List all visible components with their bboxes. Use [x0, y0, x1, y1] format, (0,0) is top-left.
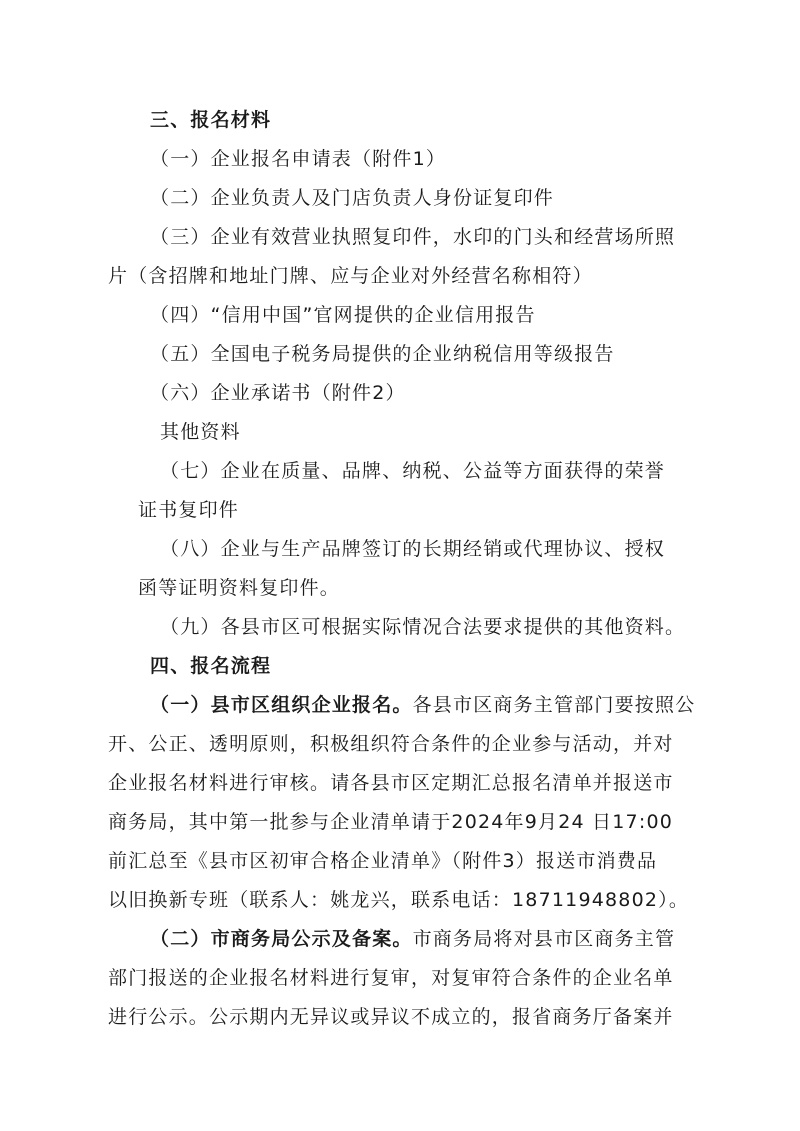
process-para-1-line4: 商务局，其中第一批参与企业清单请于2024年9月24 日17:00 [108, 811, 674, 833]
process-para-1-lead: （一）县市区组织企业报名。 [150, 694, 413, 716]
other-materials-label: 其他资料 [160, 421, 241, 443]
process-para-1-first-rest: 各县市区商务主管部门要按照公 [412, 694, 696, 716]
process-para-1-line6: 以旧换新专班（联系人：姚龙兴，联系电话：18711948802）。 [108, 889, 690, 911]
process-para-2-line2: 部门报送的企业报名材料进行复审，对复审符合条件的企业名单 [108, 967, 674, 989]
material-item-6: （六）企业承诺书（附件2） [150, 382, 406, 404]
process-para-2-first-rest: 市商务局将对县市区商务主管 [412, 928, 676, 950]
process-para-1-line5: 前汇总至《县市区初审合格企业清单》（附件3）报送市消费品 [108, 850, 658, 872]
process-para-1-line2: 开、公正、透明原则，积极组织符合条件的企业参与活动，并对 [108, 733, 674, 755]
section-heading-materials: 三、报名材料 [150, 109, 272, 131]
process-para-1-first-line [150, 693, 695, 717]
material-item-8-line2: 函等证明资料复印件。 [138, 577, 341, 599]
process-para-2-lead: （二）市商务局公示及备案。 [150, 928, 413, 950]
material-item-7-line1: （七）企业在质量、品牌、纳税、公益等方面获得的荣誉 [160, 460, 666, 482]
section-heading-process: 四、报名流程 [150, 655, 272, 677]
process-para-2-line3: 进行公示。公示期内无异议或异议不成立的，报省商务厅备案并 [108, 1006, 674, 1028]
material-item-9: （九）各县市区可根据实际情况合法要求提供的其他资料。 [160, 616, 686, 638]
material-item-4: （四）“信用中国”官网提供的企业信用报告 [150, 304, 536, 326]
material-item-3-line1: （三）企业有效营业执照复印件，水印的门头和经营场所照 [150, 226, 676, 248]
process-para-2-first-line [150, 927, 675, 951]
material-item-2: （二）企业负责人及门店负责人身份证复印件 [150, 187, 555, 209]
material-item-8-line1: （八）企业与生产品牌签订的长期经销或代理协议、授权 [160, 538, 666, 560]
material-item-7-line2: 证书复印件 [138, 499, 240, 521]
material-item-1: （一）企业报名申请表（附件1） [150, 148, 447, 170]
material-item-5: （五）全国电子税务局提供的企业纳税信用等级报告 [150, 343, 615, 365]
material-item-3-line2: 片（含招牌和地址门牌、应与企业对外经营名称相符） [108, 265, 593, 287]
process-para-1-line3: 企业报名材料进行审核。请各县市区定期汇总报名清单并报送市 [108, 772, 674, 794]
